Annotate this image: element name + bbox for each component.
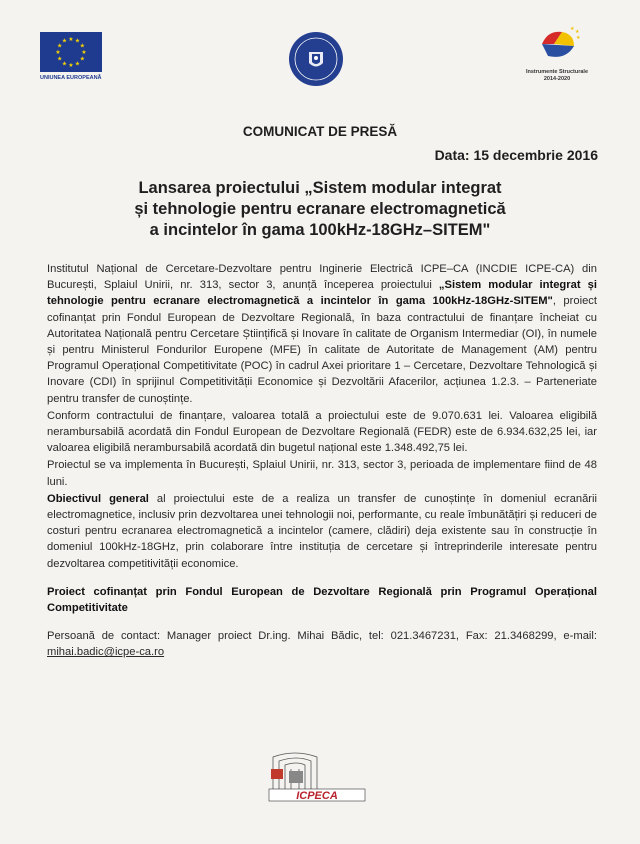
svg-text:★: ★ <box>61 60 68 68</box>
eu-caption: UNIUNEA EUROPEANĂ <box>40 75 102 81</box>
p1-text-c: , proiect cofinanțat prin Fondul European de Dezvoltare Regională, în baza contractului de finanțare încheiat cu Autoritatea Națională pentru Cercetare Științifică și Inovare în calitate de Organism Intermediar (OI), în numele și pentru Ministerul Fondurilor Europene (MFE) în calitate de Autoritate de Management (AM) pentru Programul Operațional Competitivitate (POC) în cadrul Axei prioritare 1 – Cercetare, Dezvoltare Tehnologică și Inovare (CDI) în sprijinul Competitivității Economice și Dezvoltării Afacerilor, acțiunea 1.2.3. – Parteneriate pentru transfer de cunoștințe. <box>47 295 597 405</box>
svg-text:★: ★ <box>57 55 63 63</box>
paragraph-location: Proiectul se va implementa în București, Splaiul Unirii, nr. 313, sector 3, perioada de implementare fiind de 48 luni. <box>47 459 597 488</box>
svg-text:★: ★ <box>570 26 575 32</box>
p1-text-a: Institutul Național de Cercetare-Dezvoltare pentru Inginerie Electrică ICPE–CA (INCDIE ICPE-CA) din București, Splaiul Unirii, nr. 313, sector 3, anunță începerea proiectului <box>47 263 597 292</box>
paragraph-intro <box>47 261 597 407</box>
logo-row <box>0 0 640 110</box>
paragraph-objective <box>47 491 597 572</box>
body-text <box>47 261 597 662</box>
is-caption-line1: Instrumente Structurale <box>525 69 589 75</box>
svg-text:★: ★ <box>68 36 74 43</box>
government-logo-icon <box>287 30 345 88</box>
eu-flag-icon <box>40 32 102 72</box>
project-name-bold: „Sistem modular integrat și tehnologie pentru ecranare electromagnetică a incintelor în gama 100kHz-18GHz-SITEM" <box>47 279 597 308</box>
press-release-heading: COMUNICAT DE PRESĂ <box>242 124 398 139</box>
title-line-3: a incintelor în gama 100kHz-18GHz–SITEM" <box>149 221 491 239</box>
objective-text: al proiectului este de a realiza un transfer de cunoștințe în domeniul ecranării electromagnetice, inclusiv prin dezvoltarea unei tehnologii noi, performante, cu reale îmbunătățiri și reduceri de costuri pentru ecranarea electromagnetică a incintelor (camere, clădiri) deja existente sau în construcție în domeniul 100kHz-18GHz, prin colaborare între instituția de cercetare și întreprinderile interesate pentru dezvoltarea competitivității economice. <box>47 492 597 570</box>
cofinancing-note: Proiect cofinanțat prin Fondul European de Dezvoltare Regională prin Programul Operațional Competitivitate <box>47 585 597 615</box>
icpe-ca-logo <box>265 747 369 803</box>
contact-email-link[interactable]: mihai.badic@icpe-ca.ro <box>47 646 165 659</box>
contact-text: Persoană de contact: Manager proiect Dr.ing. Mihai Bădic, tel: 021.3467231, Fax: 21.3468299, e-mail: <box>47 630 597 643</box>
title-line-2: și tehnologie pentru ecranare electromagnetică <box>134 200 506 218</box>
svg-text:★: ★ <box>79 42 85 50</box>
structural-instruments-logo <box>512 24 602 83</box>
svg-text:★: ★ <box>575 29 580 35</box>
svg-text:★: ★ <box>61 37 68 45</box>
objective-label: Obiectivul general <box>47 492 149 505</box>
svg-text:★: ★ <box>68 62 74 69</box>
svg-text:★: ★ <box>55 49 61 56</box>
contact-paragraph <box>47 628 597 660</box>
svg-text:★: ★ <box>576 35 581 41</box>
title-line-1: Lansarea proiectului „Sistem modular integrat <box>138 179 502 197</box>
svg-text:★: ★ <box>57 42 63 50</box>
eu-logo <box>40 32 104 81</box>
is-caption-line2: 2014-2020 <box>543 76 571 82</box>
structural-instruments-icon <box>534 24 580 64</box>
release-date: Data: 15 decembrie 2016 <box>434 147 598 163</box>
paragraph-funding: Conform contractului de finanțare, valoarea totală a proiectului este de 9.070.631 lei. Valoarea eligibilă nerambursabilă acordată din Fondul European de Dezvoltare Regională (FEDR) este de 6.934.632,25 lei, iar valoarea eligibilă nerambursabilă acordată din bugetul național este 1.348.492,75 lei. <box>47 409 597 455</box>
svg-text:★: ★ <box>74 37 81 45</box>
svg-text:★: ★ <box>81 49 87 56</box>
article-title <box>60 178 580 241</box>
svg-text:★: ★ <box>74 60 81 68</box>
icpe-ca-logo-text: ICPECA <box>296 790 338 802</box>
svg-text:★: ★ <box>79 55 85 63</box>
